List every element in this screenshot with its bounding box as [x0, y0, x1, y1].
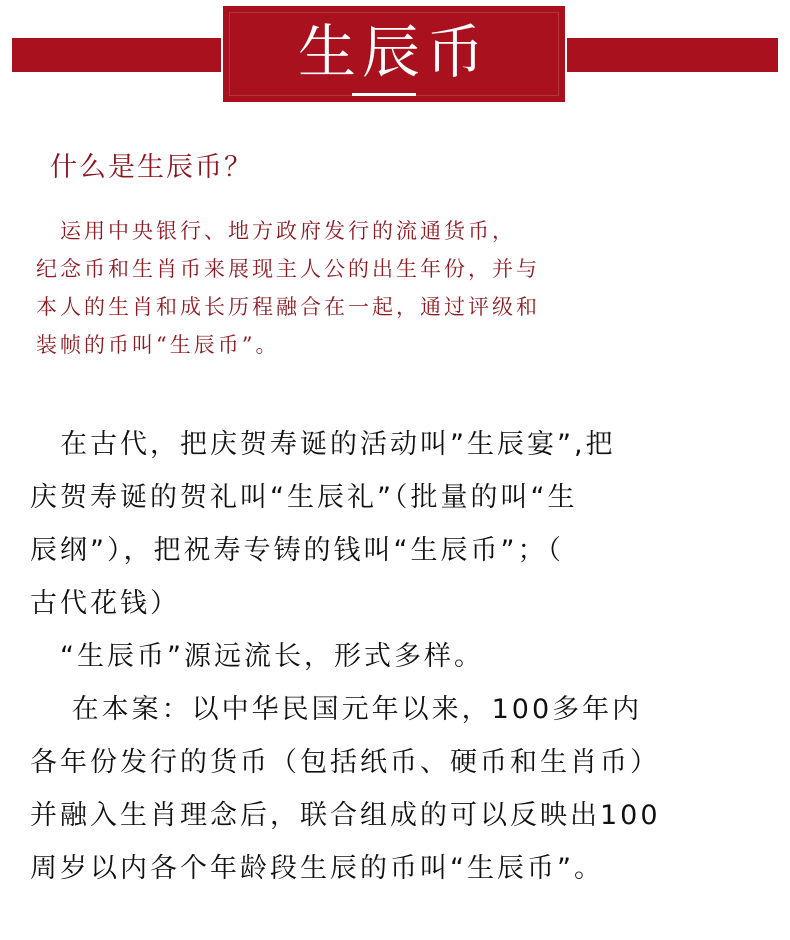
body-line: 周岁以内各个年龄段生辰的币叫“生辰币”。: [30, 853, 604, 884]
definition-line: 本人的生肖和成长历程融合在一起，通过评级和: [36, 295, 540, 319]
body-line: 古代花钱）: [30, 588, 180, 619]
body-line: “生辰币”源远流长，形式多样。: [30, 641, 484, 672]
body-line: 并融入生肖理念后，联合组成的可以反映出100: [30, 800, 661, 831]
body-text: [30, 418, 780, 895]
body-line: 辰纲”），把祝寿专铸的钱叫“生辰币”；（: [30, 535, 564, 566]
definition-line: 装帧的币叫“生辰币”。: [36, 333, 280, 357]
section-heading: 什么是生辰币？: [50, 152, 253, 183]
definition-paragraph: [36, 212, 766, 364]
body-line: 庆贺寿诞的贺礼叫“生辰礼”（批量的叫“生: [30, 482, 578, 513]
title-underline: [352, 93, 416, 96]
definition-line: 纪念币和生肖币来展现主人公的出生年份，并与: [36, 257, 540, 281]
title-banner: [223, 6, 565, 102]
body-line: 在古代，把庆贺寿诞的活动叫”生辰宴”,把: [30, 429, 616, 460]
page-title: 生辰币: [297, 18, 490, 86]
body-line: 各年份发行的货币（包括纸币、硬币和生肖币）: [30, 747, 660, 778]
definition-line: 运用中央银行、地方政府发行的流通货币，: [36, 219, 516, 243]
body-line: 在本案：以中华民国元年以来，100多年内: [30, 694, 643, 725]
